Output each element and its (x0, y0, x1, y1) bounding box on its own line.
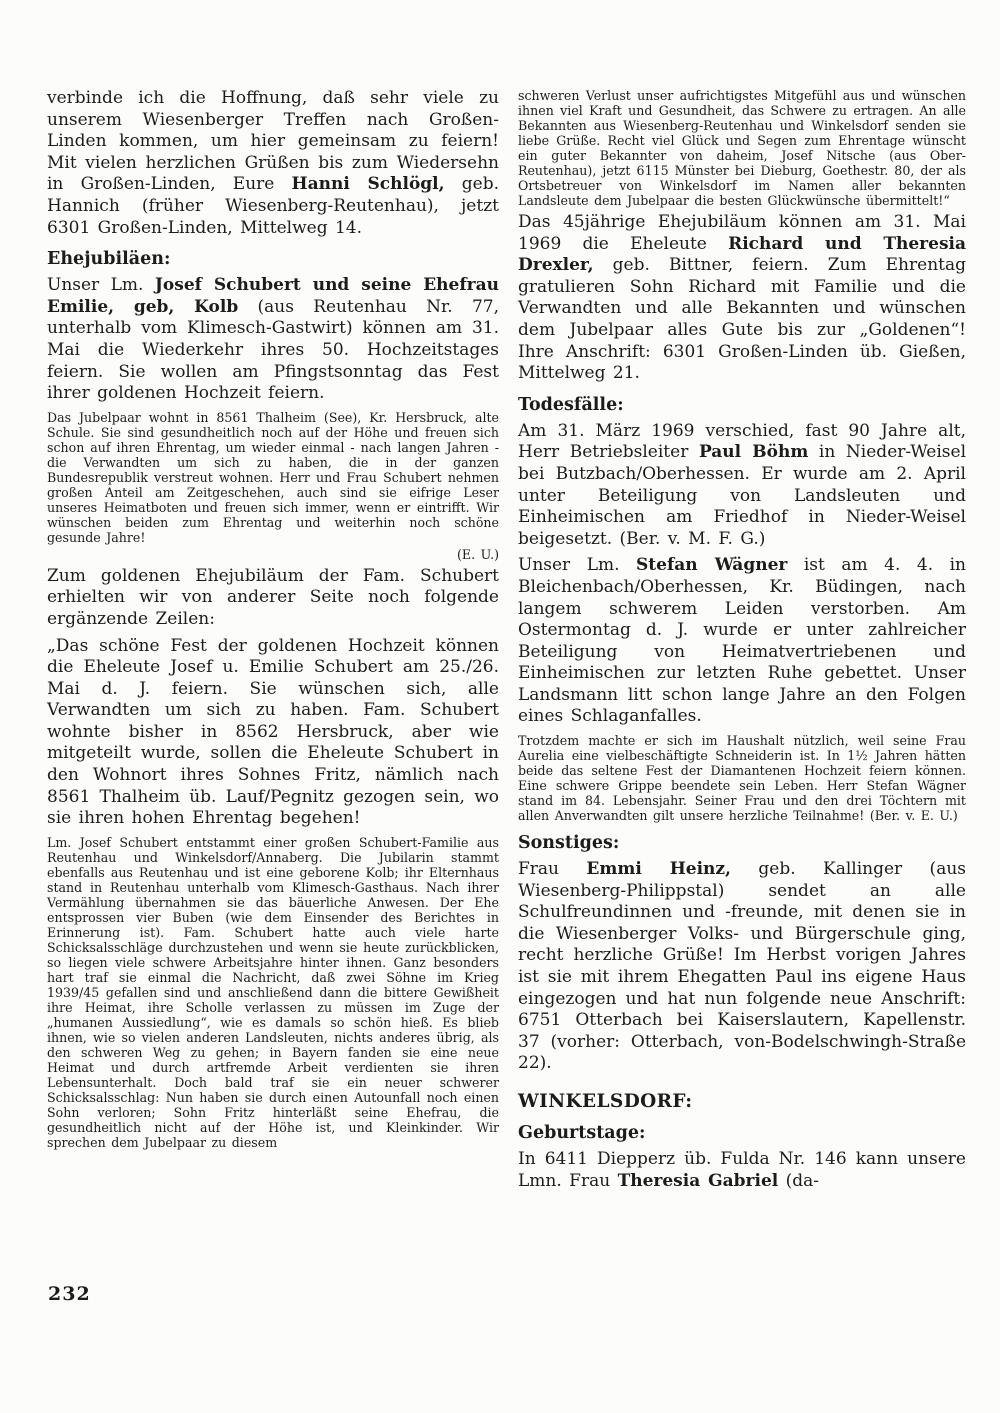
text-run: Zum goldenen Ehejubiläum der Fam. Schubert erhielten wir von anderer Seite noch folgende ergänzende Zeilen: (47, 565, 499, 629)
paragraph (518, 859, 966, 1075)
text-run: Unser Lm. (47, 275, 155, 296)
left-column (47, 88, 499, 1154)
paragraph (518, 212, 966, 385)
bold-text: Theresia Gabriel (617, 1170, 779, 1191)
paragraph (47, 275, 499, 405)
paragraph (518, 733, 966, 823)
text-run: „Das schöne Fest der goldenen Hochzeit können die Eheleute Josef u. Emilie Schubert am 25./26. Mai d. J. feiern. Sie wünschen sich, alle Verwandten um sich zu haben. Fam. Schubert wohnte bisher in 8562 Hersbruck, aber wie mitgeteilt wurde, sollen die Eheleute Schubert in den Wohnort ihres Sohnes Fritz, nämlich nach 8561 Thalheim üb. Lauf/Pegnitz gezogen sein, wo sie ihren hohen Ehrentag begehen! (47, 635, 499, 829)
paragraph (518, 421, 966, 551)
text-run: Frau (518, 859, 587, 880)
text-run: (E. U.) (457, 546, 499, 562)
text-run: Trotzdem machte er sich im Haushalt nützlich, weil seine Frau Aurelia eine vielbeschäftigte Schneiderin ist. In 1½ Jahren hätten beide das seltene Fest der Diamantenen Hochzeit feiern können. Eine schwere Grippe beendete sein Leben. Herr Stefan Wägner stand im 84. Lebensjahr. Seiner Frau und den drei Töchtern mit allen Anverwandten gilt unsere herzliche Teilnahme! (Ber. v. E. U.) (518, 733, 966, 824)
bold-text: Stefan Wägner (636, 555, 788, 576)
section-heading: Sonstiges: (518, 833, 620, 854)
paragraph (47, 88, 499, 239)
section-heading: Todesfälle: (518, 394, 624, 415)
bold-text: Richard und Theresia Drexler, (518, 233, 966, 276)
text-run: ist am 4. 4. in Bleichenbach/Oberhessen, Kr. Büdingen, nach langem schwerem Leiden verstorben. Am Ostermontag d. J. wurde er unter zahlreicher Beteiligung von Heimatvertriebenen und Einheimischen zur letzten Ruhe gebettet. Unser Landsmann litt schon lange Jahre an den Folgen eines Schlaganfalles. (518, 555, 966, 727)
text-run: Unser Lm. (518, 555, 637, 576)
section-heading: Geburtstage: (518, 1123, 646, 1143)
paragraph (47, 636, 499, 830)
text-run: Das 45jährige Ehejubiläum können am 31. Mai 1969 die Eheleute (518, 212, 966, 254)
bold-text: Paul Böhm (698, 442, 809, 463)
paragraph (47, 410, 499, 545)
text-run: geb. Kallinger (aus Wiesenberg-Philippstal) sendet an alle Schulfreundinnen und -freunde, mit denen sie in die Wiesenberger Volks- und Bürgerschule ging, recht herzliche Grüße! Im Herbst vorigen Jahres ist sie mit ihrem Ehegatten Paul ins eigene Haus eingezogen und hat nun folgende neue Anschrift: 6751 Otterbach bei Kaiserslautern, Kapellenstr. 37 (vorher: Otterbach, von-Bodelschwingh-Straße 22). (518, 859, 967, 1074)
bold-text: Josef Schubert und seine Ehefrau Emilie, geb, Kolb (47, 275, 499, 317)
text-run: (da- (778, 1170, 820, 1191)
place-heading: WINKELSDORF: (518, 1091, 693, 1112)
text-run: Lm. Josef Schubert entstammt einer großen Schubert-Familie aus Reutenhau und Winkelsdorf/Annaberg. Die Jubilarin stammt ebenfalls aus Reutenhau und ist eine geborene Kolb; ihr Elternhaus stand in Reutenhau unterhalb vom Klimesch-Gasthaus. Nach ihrer Vermählung übernahmen sie das bäuerliche Anwesen. Der Ehe entsprossen vier Buben (wie dem Einsender des Berichtes in Erinnerung ist). Fam. Schubert hatte auch viele harte Schicksalsschläge durchzustehen und wenn sie heute zurückblicken, so liegen viele schwere Arbeitsjahre hinter ihnen. Ganz besonders hart traf sie einmal die Nachricht, daß zwei Söhne im Krieg 1939/45 gefallen sind und anschließend dann die bittere Gewißheit ihre Heimat, ihre Scholle verlassen zu müssen im Zuge der „humanen Aussiedlung“, wie es damals so schön hieß. Es blieb ihnen, wie so vielen anderen Landsleuten, nichts anderes übrig, als den schweren Weg zu gehen; in Bayern fanden sie eine neue Heimat und durch artfremde Arbeit verdienten sie ihren Lebensunterhalt. Doch bald traf sie ein neuer schwerer Schicksalsschlag: Nun haben sie durch einen Autounfall noch einen Sohn verloren; Sohn Fritz hinterläßt seine Ehefrau, die gesundheitlich nicht auf der Höhe ist, und Kleinkinder. Wir sprechen dem Jubelpaar zu diesem (47, 834, 499, 1150)
right-column (518, 88, 966, 1197)
page-number: 232 (48, 1283, 91, 1305)
bold-text: Emmi Heinz, (586, 859, 731, 880)
paragraph (47, 547, 499, 562)
paragraph (47, 835, 499, 1150)
paragraph (518, 1149, 966, 1192)
text-run: geb. Hannich (früher Wiesenberg-Reutenhau), jetzt 6301 Großen-Linden, Mittelweg 14. (47, 174, 499, 238)
text-run: (aus Reutenhau Nr. 77, unterhalb vom Klimesch-Gastwirt) können am 31. Mai die Wiederkehr ihres 50. Hochzeitstages feiern. Sie wollen am Pfingstsonntag das Fest ihrer goldenen Hochzeit feiern. (47, 296, 499, 404)
bold-text: Hanni Schlögl, (291, 174, 445, 195)
paragraph (518, 555, 966, 728)
paragraph (47, 566, 499, 631)
text-run: schweren Verlust unser aufrichtigstes Mitgefühl aus und wünschen ihnen viel Kraft und Gesundheit, das Schwere zu ertragen. An alle Bekannten aus Wiesenberg-Reutenhau und Winkelsdorf senden sie liebe Grüße. Recht viel Glück und Segen zum Ehrentage wünscht ein guter Bekannter von daheim, Josef Nitsche (aus Ober-Reutenhau), jetzt 6115 Münster bei Dieburg, Goethestr. 80, der als Ortsbetreuer von Winkelsdorf im Namen aller bekannten Landsleute dem Jubelpaar die besten Glückwünsche übermittelt!“ (518, 88, 966, 208)
paragraph (518, 88, 966, 208)
text-run: Das Jubelpaar wohnt in 8561 Thalheim (See), Kr. Hersbruck, alte Schule. Sie sind gesundheitlich noch auf der Höhe und freuen sich schon auf ihren Ehrentag, um wieder einmal - nach langen Jahren - die Verwandten um sich zu haben, die in der ganzen Bundesrepublik verstreut wohnen. Herr und Frau Schubert nehmen großen Anteil am Zeitgeschehen, auch sind sie eifrige Leser unseres Heimatboten und freuen sich immer, wenn er eintrifft. Wir wünschen beiden zum Ehrentag und weiterhin noch schöne gesunde Jahre! (47, 409, 499, 545)
text-run: geb. Bittner, feiern. Zum Ehrentag gratulieren Sohn Richard mit Familie und die Verwandten und alle Bekannten und wünschen dem Jubelpaar alles Gute bis zur „Goldenen“! Ihre Anschrift: 6301 Großen-Linden üb. Gießen, Mittelweg 21. (518, 255, 966, 384)
text-run: verbinde ich die Hoffnung, daß sehr viele zu unserem Wiesenberger Treffen nach Großen-Linden kommen, um hier gemeinsam zu feiern! Mit vielen herzlichen Grüßen bis zum Wiedersehn in Großen-Linden, Eure (47, 88, 499, 195)
text-run: in Nieder-Weisel bei Butzbach/Oberhessen. Er wurde am 2. April unter Beteiligung von Landsleuten und Einheimischen am Friedhof in Nieder-Weisel beigesetzt. (Ber. v. M. F. G.) (518, 442, 966, 549)
text-run: In 6411 Diepperz üb. Fulda Nr. 146 kann unsere Lmn. Frau (518, 1149, 966, 1191)
text-run: Am 31. März 1969 verschied, fast 90 Jahre alt, Herr Betriebsleiter (518, 420, 966, 463)
section-heading: Ehejubiläen: (47, 249, 171, 270)
